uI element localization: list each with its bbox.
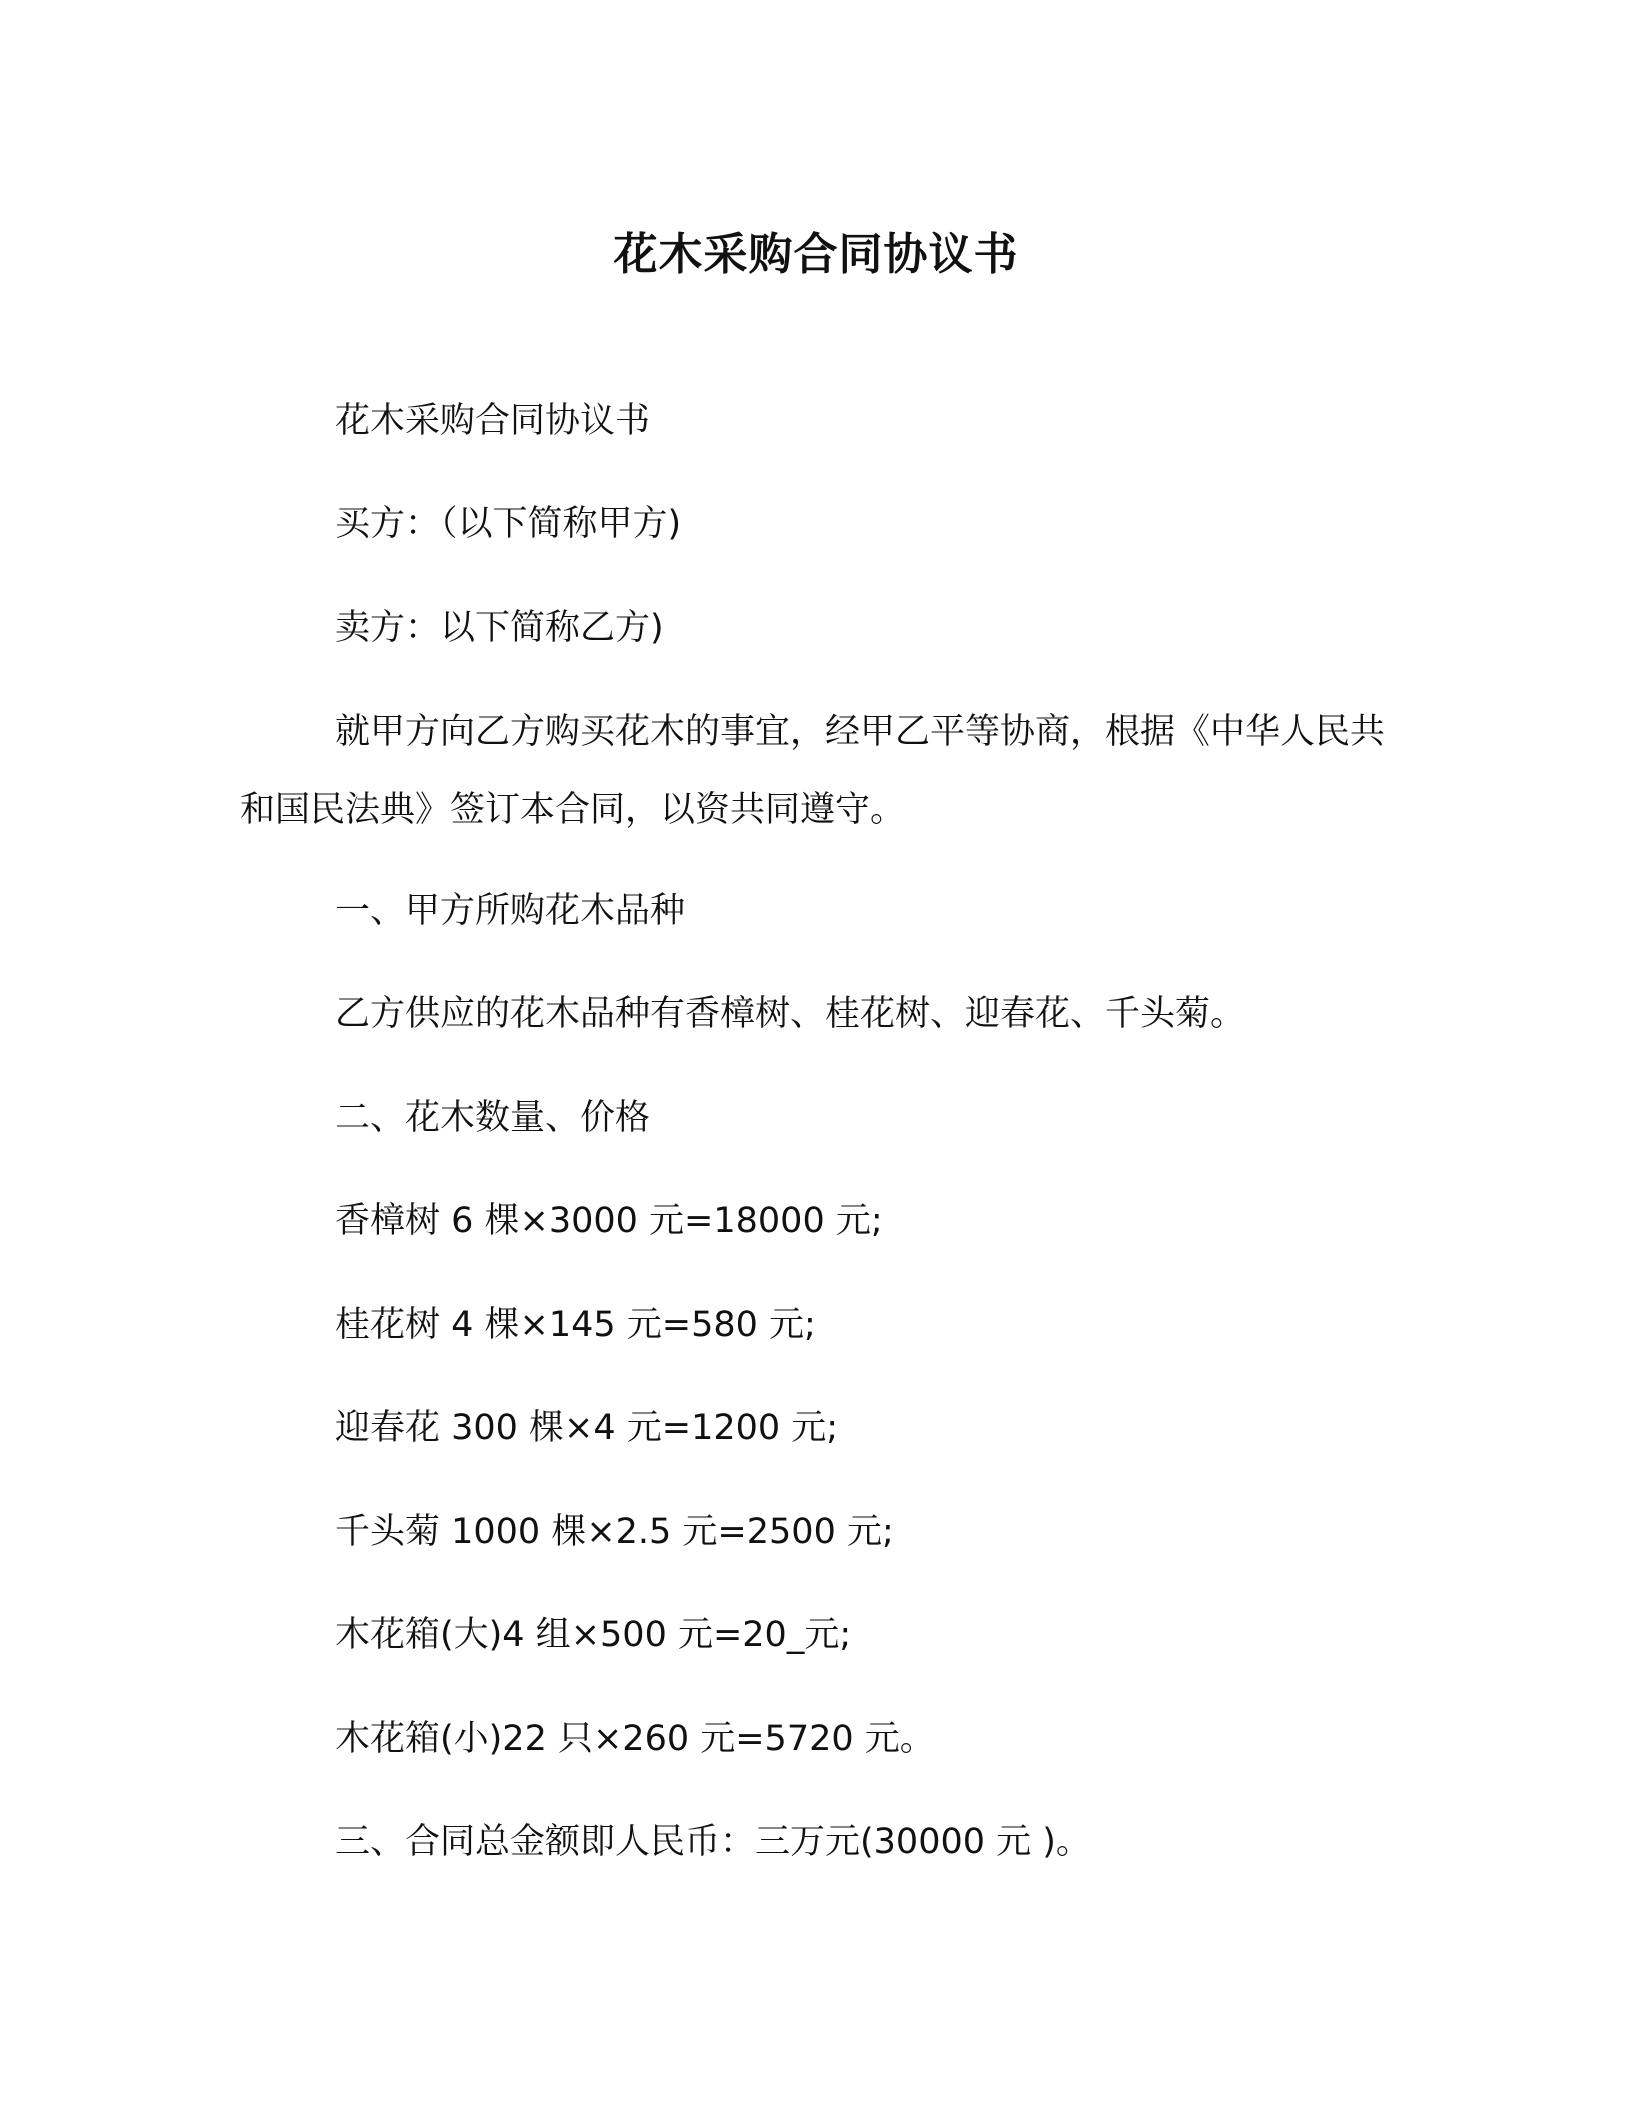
section2-title: 二、花木数量、价格 bbox=[335, 1098, 651, 1138]
buyer-line: 买方：（以下简称甲方) bbox=[335, 504, 682, 544]
section1-body: 乙方供应的花木品种有香樟树、桂花树、迎春花、千头菊。 bbox=[335, 994, 1246, 1034]
heading-repeat: 花木采购合同协议书 bbox=[335, 401, 651, 441]
item-line: 木花箱(大)4 组×500 元=20_元; bbox=[335, 1615, 852, 1655]
section3-total: 三、合同总金额即人民币：三万元(30000 元 )。 bbox=[335, 1822, 1091, 1862]
item-line: 木花箱(小)22 只×260 元=5720 元。 bbox=[335, 1719, 935, 1759]
seller-line: 卖方：以下简称乙方) bbox=[335, 608, 664, 648]
section1-title: 一、甲方所购花木品种 bbox=[335, 891, 686, 931]
item-line: 香樟树 6 棵×3000 元=18000 元; bbox=[335, 1201, 883, 1241]
document-title: 花木采购合同协议书 bbox=[613, 229, 1019, 280]
item-line: 桂花树 4 棵×145 元=580 元; bbox=[335, 1305, 816, 1345]
intro-paragraph: 就甲方向乙方购买花木的事宜，经甲乙平等协商，根据《中华人民共和国民法典》签订本合同，以资共同遵守。 bbox=[240, 712, 1386, 830]
item-line: 迎春花 300 棵×4 元=1200 元; bbox=[335, 1408, 839, 1448]
item-line: 千头菊 1000 棵×2.5 元=2500 元; bbox=[335, 1512, 894, 1552]
